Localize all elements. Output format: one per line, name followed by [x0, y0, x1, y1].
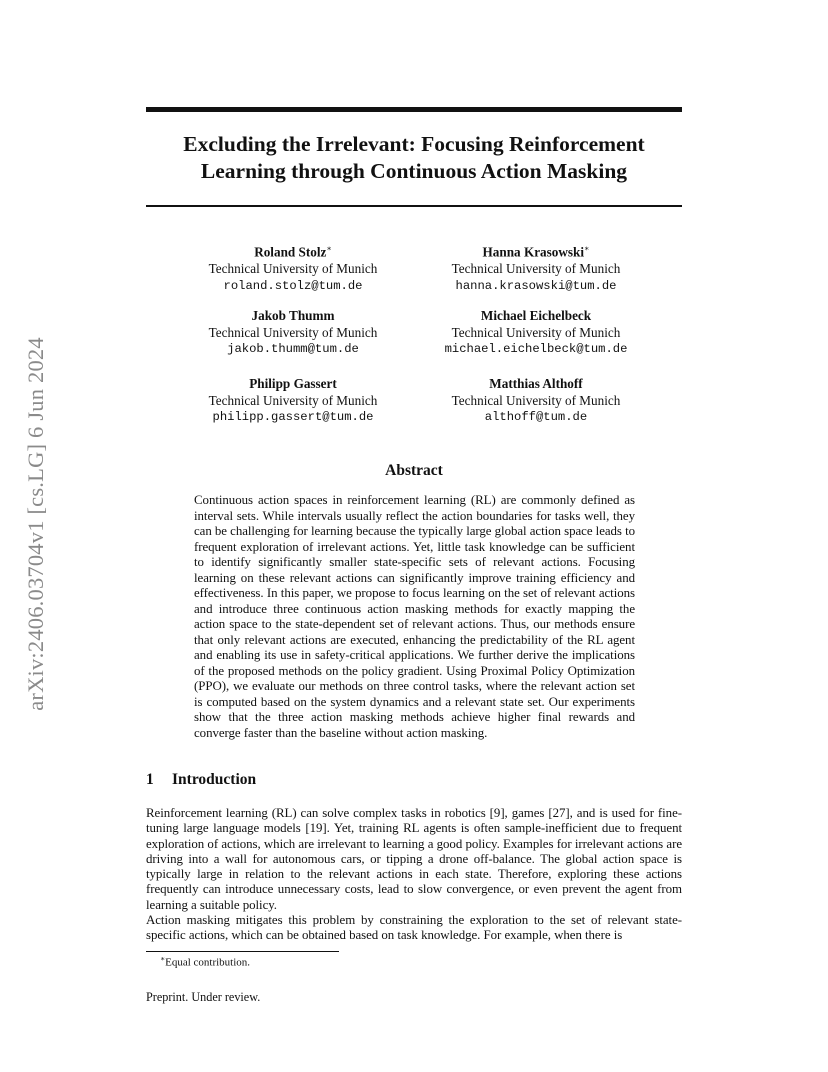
- author-block: [173, 241, 413, 294]
- author-block: [173, 308, 413, 358]
- footnote: [160, 954, 250, 969]
- section-number: 1: [146, 771, 154, 788]
- author-affiliation: Technical University of Munich: [208, 324, 378, 340]
- author-name: Jakob Thumm: [251, 308, 335, 323]
- author-email[interactable]: philipp.gassert@tum.de: [212, 410, 374, 425]
- title-line-2: Learning through Continuous Action Masking: [200, 159, 628, 183]
- author-affiliation: Technical University of Munich: [451, 392, 621, 408]
- equal-contribution-mark: ∗: [326, 244, 332, 253]
- author-block: [416, 376, 656, 426]
- author-email[interactable]: althoff@tum.de: [484, 410, 588, 425]
- section-heading: [146, 771, 256, 789]
- footnote-mark: ∗: [160, 954, 166, 963]
- title-line-1: Excluding the Irrelevant: Focusing Reinforcement: [183, 132, 645, 156]
- author-email[interactable]: michael.eichelbeck@tum.de: [444, 342, 628, 357]
- footnote-rule: [146, 951, 339, 952]
- preprint-notice: Preprint. Under review.: [146, 990, 261, 1004]
- intro-paragraph-1: Reinforcement learning (RL) can solve complex tasks in robotics [9], games [27], and is used for fine-tuning large language models [19]. Yet, training RL agents is often sample-inefficient due to frequent exploration of actions, which are irrelevant to learning a good policy. Examples for irrelevant actions are driving into a wall for autonomous cars, or tipping a drone off-balance. The global action space is typically large in relation to the relevant actions in each state. Therefore, exploring these actions frequently can introduce unnecessary costs, lead to slow convergence, or even prevent the agent from learning a suitable policy.: [146, 806, 682, 912]
- equal-contribution-mark: ∗: [584, 244, 590, 253]
- title-bottom-rule: [146, 205, 682, 207]
- author-block: [173, 376, 413, 426]
- footnote-text: Equal contribution.: [165, 956, 251, 969]
- section-title: Introduction: [172, 771, 257, 788]
- author-name: Matthias Althoff: [489, 376, 583, 391]
- intro-paragraph-2: Action masking mitigates this problem by constraining the exploration to the set of relevant state-specific actions, which can be obtained based on task knowledge. For example, when there is: [146, 913, 682, 943]
- author-name: Michael Eichelbeck: [480, 308, 592, 323]
- author-name: Philipp Gassert: [249, 376, 337, 391]
- author-block: [416, 241, 656, 294]
- author-affiliation: Technical University of Munich: [451, 324, 621, 340]
- author-name: Roland Stolz∗: [254, 244, 332, 260]
- author-affiliation: Technical University of Munich: [208, 260, 378, 276]
- abstract-body: Continuous action spaces in reinforcement learning (RL) are commonly defined as interval sets. While intervals usually reflect the action boundaries for tasks well, they can be challenging for learning because the typically large global action space leads to frequent exploration of irrelevant actions. Yet, little task knowledge can be sufficient to identify significantly smaller state-specific sets of relevant actions. Focusing learning on these relevant actions can significantly improve training efficiency and effectiveness. In this paper, we propose to focus learning on the set of relevant actions and introduce three continuous action masking methods for exactly mapping the action space to the state-dependent set of relevant actions. Thus, our methods ensure that only relevant actions are executed, enhancing the predictability of the RL agent and enabling its use in safety-critical applications. We further derive the implications of the proposed methods on the policy gradient. Using Proximal Policy Optimization (PPO), we evaluate our methods on three control tasks, where the relevant action set is computed based on the system dynamics and a relevant state set. Our experiments show that the three action masking methods achieve higher final rewards and converge faster than the baseline without action masking.: [194, 493, 635, 740]
- paper-title: [146, 131, 682, 185]
- abstract-heading: Abstract: [385, 462, 443, 479]
- arxiv-identifier: arXiv:2406.03704v1 [cs.LG] 6 Jun 2024: [23, 337, 48, 711]
- author-email[interactable]: hanna.krasowski@tum.de: [455, 278, 617, 293]
- author-email[interactable]: roland.stolz@tum.de: [223, 278, 363, 293]
- author-block: [416, 308, 656, 358]
- author-email[interactable]: jakob.thumm@tum.de: [227, 342, 359, 357]
- author-affiliation: Technical University of Munich: [208, 392, 378, 408]
- author-affiliation: Technical University of Munich: [451, 260, 621, 276]
- title-top-rule: [146, 107, 682, 112]
- author-name: Hanna Krasowski∗: [482, 244, 590, 260]
